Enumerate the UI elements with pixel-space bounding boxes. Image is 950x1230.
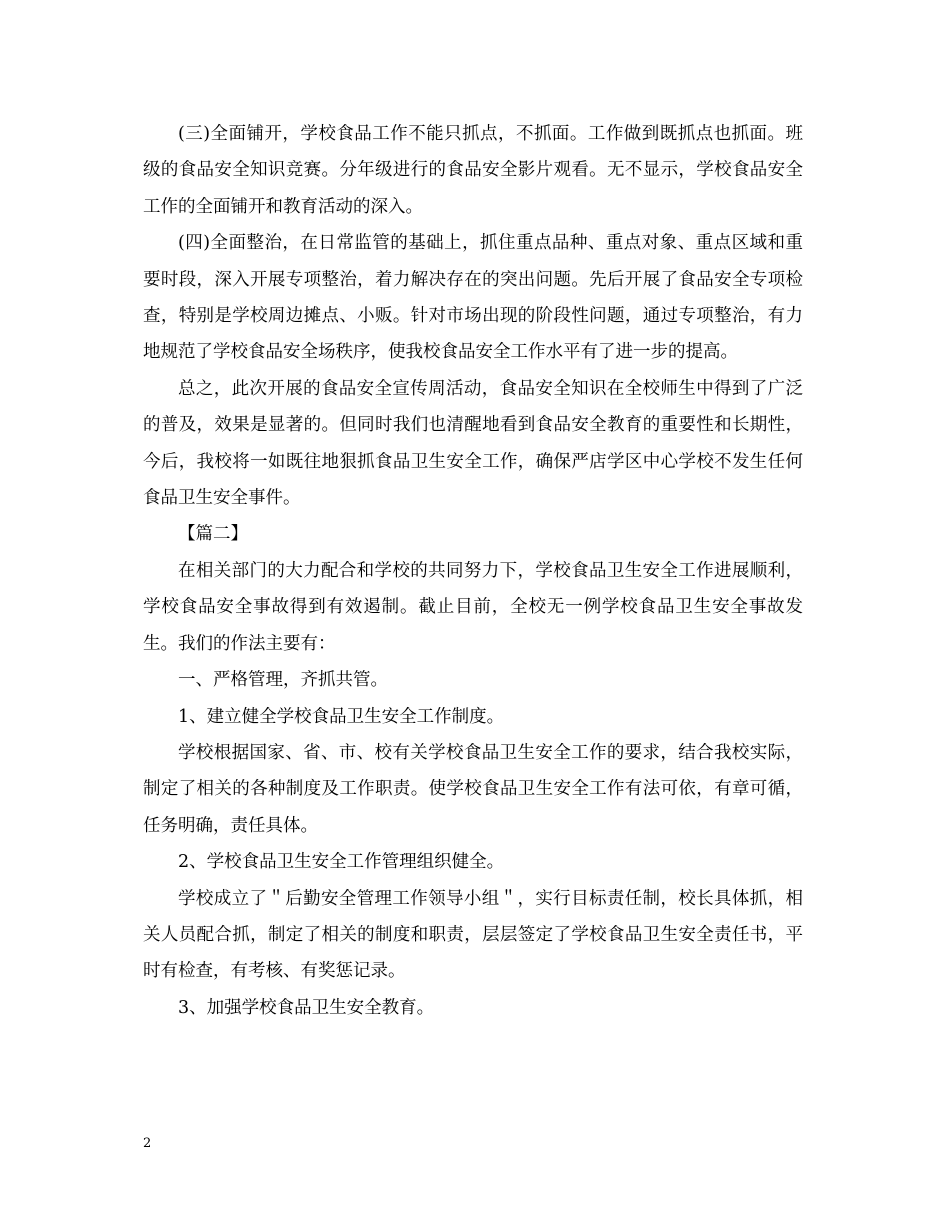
paragraph-summary: 总之，此次开展的食品安全宣传周活动，食品安全知识在全校师生中得到了广泛的普及，效果是显著的。但同时我们也清醒地看到食品安全教育的重要性和长期性，今后，我校将一如既往地狠抓食品卫生安全工作，确保严店学区中心学校不发生任何食品卫生安全事件。 (143, 378, 803, 509)
document-body (143, 116, 803, 1026)
paragraph-section-three: (三)全面铺开，学校食品工作不能只抓点，不抓面。工作做到既抓点也抓面。班级的食品安全知识竞赛。分年级进行的食品安全影片观看。无不显示，学校食品安全工作的全面铺开和教育活动的深入。 (143, 124, 803, 217)
part-two-heading: 【篇二】 (178, 524, 248, 545)
page-number: 2 (143, 1136, 152, 1151)
heading-strict-management: 一、严格管理，齐抓共管。 (178, 670, 388, 691)
heading-item-3: 3、加强学校食品卫生安全教育。 (178, 997, 435, 1018)
heading-item-2: 2、学校食品卫生安全工作管理组织健全。 (178, 852, 505, 873)
paragraph-section-four: (四)全面整治，在日常监管的基础上，抓住重点品种、重点对象、重点区域和重要时段，深入开展专项整治，着力解决存在的突出问题。先后开展了食品安全专项检查，特别是学校周边摊点、小贩。针对市场出现的阶段性问题，通过专项整治，有力地规范了学校食品安全场秩序，使我校食品安全工作水平有了进一步的提高。 (143, 233, 803, 363)
paragraph-item-2: 学校成立了＂后勤安全管理工作领导小组＂，实行目标责任制，校长具体抓，相关人员配合抓，制定了相关的制度和职责，层层签定了学校食品卫生安全责任书，平时有检查，有考核、有奖惩记录。 (143, 888, 803, 982)
paragraph-intro: 在相关部门的大力配合和学校的共同努力下，学校食品卫生安全工作进展顺利，学校食品安全事故得到有效遏制。截止目前，全校无一例学校食品卫生安全事故发生。我们的作法主要有： (143, 560, 803, 654)
paragraph-item-1: 学校根据国家、省、市、校有关学校食品卫生安全工作的要求，结合我校实际，制定了相关的各种制度及工作职责。使学校食品卫生安全工作有法可依，有章可循，任务明确，责任具体。 (143, 742, 803, 836)
heading-item-1: 1、建立健全学校食品卫生安全工作制度。 (178, 706, 505, 727)
